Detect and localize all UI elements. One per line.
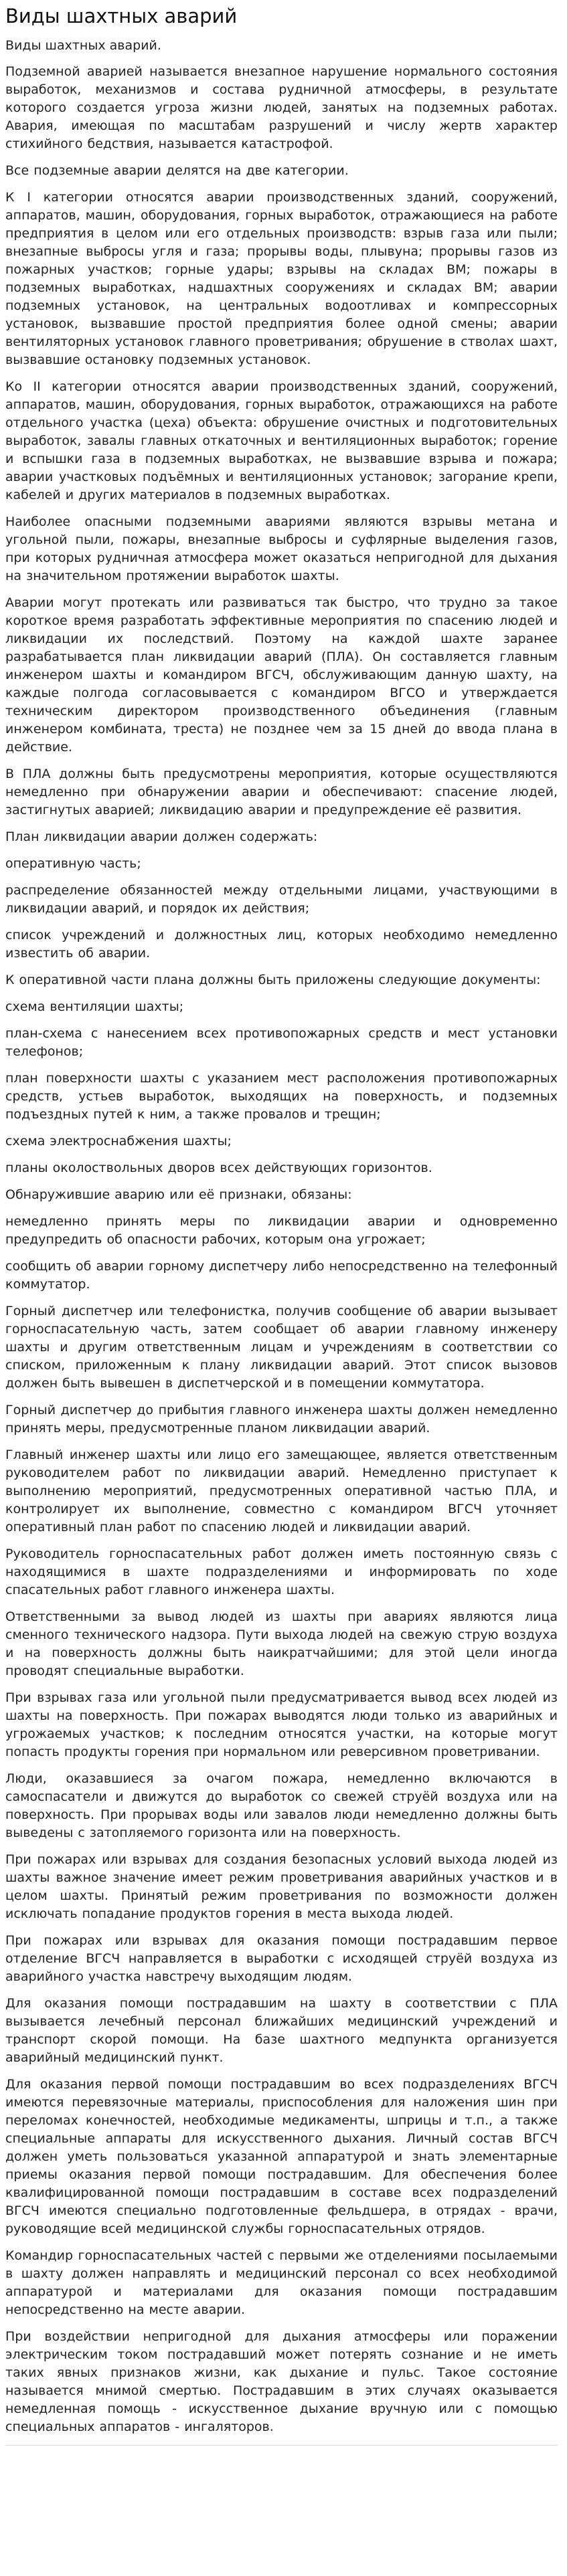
list-item: распределение обязанностей между отдельными лицами, участвующими в ликвидации аварий, и порядок их действия; <box>5 883 558 916</box>
list-item: схема электроснабжения шахты; <box>5 1134 232 1149</box>
paragraph-fire-people: Люди, оказавшиеся за очагом пожара, немедленно включаются в самоспасатели и движутся до выработок со свежей струёй воздуха или на поверхность. При прорывах воды или завалов люди немедленно должны быть выведены с затопляемого горизонта или на поверхность. <box>5 1771 558 1840</box>
page-title: Виды шахтных аварий <box>5 5 238 27</box>
paragraph-dispatcher-measures: Горный диспетчер до прибытия главного инженера шахты должен немедленно принять меры, предусмотренные планом ликвидации аварий. <box>5 1403 558 1435</box>
paragraph-explosions: При взрывах газа или угольной пыли предусматривается вывод всех людей из шахты на поверхность. При пожарах выводятся люди только из аварийных и угрожаемых участков; к последним относятся участки, на которые могут попасть продукты горения при нормальном или реверсивном проветривании. <box>5 1690 558 1759</box>
paragraph-category-2: Ко II категории относятся аварии производственных зданий, сооружений, аппаратов, машин, оборудования, горных выработок, отражающихся на работе отдельного участка (цеха) объекта: обрушение очистных и подготовительных выработок, завалы главных откаточных и вентиляционных выработок; горение и вспышки газа в подземных выработках, не вызвавшие взрыва и пожара; аварии участковых подъёмных и вентиляционных установок; загорание крепи, кабелей и других материалов в подземных выработках. <box>5 379 558 502</box>
paragraph-category-1: К I категории относятся аварии производственных зданий, сооружений, аппаратов, машин, оборудования, горных выработок, отражающиеся на работе предприятия в целом или его отдельных производств: взрыв газа или пыли; внезапные выбросы угля и газа; прорывы воды, плывуна; прорывы газов из пожарных участков; горные удары; взрывы на складах ВМ; пожары в подземных выработках, надшахтных сооружениях и складах ВМ; аварии подземных установок, на центральных водоотливах и компрессорных установок, вызвавшие простой предприятия более одной смены; аварии вентиляторных установок главного проветривания; обрушение в стволах шахт, вызвавшие остановку подземных установок. <box>5 190 558 367</box>
paragraph-evacuation: Ответственными за вывод людей из шахты при авариях являются лица сменного технического надзора. Пути выхода людей на свежую струю воздуха и на поверхность должны быть наикратчайшими; для этой цели иногда проводят специальные выработки. <box>5 1609 558 1678</box>
list-item: схема вентиляции шахты; <box>5 999 184 1014</box>
paragraph-rescue-leader: Руководитель горноспасательных работ должен иметь постоянную связь с находящимися в шахте подразделениями и информировать по ходе спасательных работ главного инженера шахты. <box>5 1547 558 1597</box>
paragraph-categories-intro: Все подземные аварии делятся на две категории. <box>5 163 349 178</box>
paragraph-obligations: Обнаружившие аварию или её признаки, обязаны: <box>5 1187 352 1202</box>
paragraph-first-squad: При пожарах или взрывах для оказания помощи пострадавшим первое отделение ВГСЧ направляется в выработки с исходящей струёй воздуха из аварийного участка навстречу выходящим людям. <box>5 1933 558 1984</box>
list-item: оперативную часть; <box>5 856 141 871</box>
list-item: список учреждений и должностных лиц, которых необходимо немедленно известить об аварии. <box>5 928 558 961</box>
paragraph-most-dangerous: Наиболее опасными подземными авариями являются взрывы метана и угольной пыли, пожары, внезапные выбросы и суфлярные выделения газов, при которых рудничная атмосфера может оказаться непригодной для дыхания на значительном протяжении выработок шахты. <box>5 514 558 583</box>
paragraph-medical-staff: Для оказания помощи пострадавшим на шахту в соответствии с ПЛА вызывается лечебный персонал ближайших медицинский учреждений и транспорт скорой помощи. На базе шахтного медпункта организуется аварийный медицинский пункт. <box>5 1996 558 2065</box>
paragraph-ventilation: При пожарах или взрывах для создания безопасных условий выхода людей из шахты важное значение имеет режим проветривания аварийных участков и в целом шахты. Принятый режим проветривания по возможности должен исключать попадание продуктов горения в места выхода людей. <box>5 1852 558 1921</box>
page-subtitle: Виды шахтных аварий. <box>5 38 161 53</box>
paragraph-apparent-death: При воздействии непригодной для дыхания атмосферы или поражении электрическим током пострадавший может потерять сознание и не иметь таких явных признаков жизни, как дыхание и пульс. Такое состояние называется мнимой смертью. Пострадавшим в этих случаях оказывается немедленная помощь - искусственное дыхание вручную или с помощью специальных аппаратов - ингаляторов. <box>5 2329 558 2434</box>
paragraph-definition: Подземной аварией называется внезапное нарушение нормального состояния выработок, механизмов и состава рудничной атмосферы, в результате которого создается угроза жизни людей, занятых на подземных работах. Авария, имеющая по масштабам разрушений и числу жертв характер стихийного бедствия, называется катастрофой. <box>5 64 558 151</box>
list-item: планы околоствольных дворов всех действующих горизонтов. <box>5 1161 432 1175</box>
paragraph-attachments: К оперативной части плана должны быть приложены следующие документы: <box>5 973 541 987</box>
list-item: план-схема с нанесением всех противопожарных средств и мест установки телефонов; <box>5 1026 558 1059</box>
paragraph-pla-measures: В ПЛА должны быть предусмотрены мероприятия, которые осуществляются немедленно при обнаружении аварии и обеспечивают: спасение людей, застигнутых аварией; ликвидацию аварии и предупреждение её развития. <box>5 767 558 817</box>
paragraph-pla: Аварии могут протекать или развиваться так быстро, что трудно за такое короткое время разработать эффективные мероприятия по спасению людей и ликвидации их последствий. Поэтому на каждой шахте заранее разрабатывается план ликвидации аварий (ПЛА). Он составляется главным инженером шахты и командиром ВГСЧ, обслуживающим данную шахту, на каждые полгода согласовывается с командиром ВГСО и утверждается техническим директором производственного объединения (главным инженером комбината, треста) не позднее чем за 15 дней до ввода плана в действие. <box>5 595 558 755</box>
list-item: сообщить об аварии горному диспетчеру либо непосредственно на телефонный коммутатор. <box>5 1259 558 1292</box>
paragraph-chief-engineer: Главный инженер шахты или лицо его замещающее, является ответственным руководителем работ по ликвидации аварий. Немедленно приступает к выполнению мероприятий, предусмотренных оперативной частью ПЛА, и контролирует их выполнение, совместно с командиром ВГСЧ уточняет оперативный план работ по спасению людей и ликвидации аварий. <box>5 1448 558 1534</box>
list-item: немедленно принять меры по ликвидации аварии и одновременно предупредить об опасности рабочих, которым она угрожает; <box>5 1214 558 1247</box>
paragraph-first-aid: Для оказания первой помощи пострадавшим во всех подразделениях ВГСЧ имеются перевязочные материалы, приспособления для наложения шин при переломах конечностей, необходимые медикаменты, шприцы и т.п., а также специальные аппараты для искусственного дыхания. Личный состав ВГСЧ должен уметь пользоваться указанной аппаратурой и знать элементарные приемы оказания первой помощи пострадавшим. Для обеспечения более квалифицированной помощи пострадавшим в составе всех подразделений ВГСЧ имеются специально подготовленные фельдшера, в отрядах - врачи, руководящие всей медицинской службы горноспасательных отрядов. <box>5 2077 558 2236</box>
list-item: план поверхности шахты с указанием мест расположения противопожарных средств, устьев выработок, выходящих на поверхность, и подземных подъездных путей к ним, а также провалов и трещин; <box>5 1071 558 1122</box>
article-body <box>5 63 558 2436</box>
bottom-divider <box>5 2445 558 2446</box>
paragraph-commander: Командир горноспасательных частей с первыми же отделениями посылаемыми в шахту должен направлять и медицинский персонал со всех необходимой аппаратурой и материалами для оказания помощи пострадавшим непосредственно на месте аварии. <box>5 2248 558 2317</box>
paragraph-plan-contents: План ликвидации аварии должен содержать: <box>5 829 318 844</box>
paragraph-dispatcher: Горный диспетчер или телефонистка, получив сообщение об аварии вызывает горноспасательную часть, затем сообщает об аварии главному инженеру шахты и другим ответственным лицам и учреждениям в соответствии со списком, приложенным к плану ликвидации аварий. Этот список вызовов должен быть вывешен в диспетчерской и в помещении коммутатора. <box>5 1304 558 1391</box>
